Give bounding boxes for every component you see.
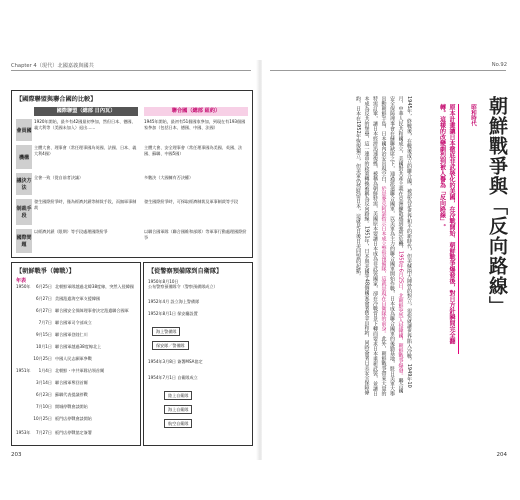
right-header-rule xyxy=(270,70,506,71)
era-label: 昭和時代 xyxy=(470,104,476,126)
comparison-box xyxy=(11,90,253,258)
comparison-box-title: 【國際聯盟與聯合國的比較】 xyxy=(16,96,97,103)
timeline-row: 7月7日 聯合國軍司令部成立 xyxy=(38,320,92,325)
right-page xyxy=(262,60,515,460)
un-organization-cell: 主體大會、安全理事會（常任理事國為美國、英國、法國、蘇聯、中國5國） xyxy=(144,145,243,156)
coastal-guard-box: 海上警備隊 xyxy=(152,327,180,336)
un-disputes-cell: 以聯合國軍隊（聯合國維和部隊）等軍事行動處理國際紛爭 xyxy=(144,229,247,240)
row-label-sanctions: 制裁手段 xyxy=(16,199,32,225)
timeline-row: 9月15日 聯合國軍登陸仁川 xyxy=(35,332,88,337)
league-organization-cell: 主體大會、理事會（常任理事國為英國、法國、日本、義大利4國） xyxy=(34,145,137,156)
sdf-item: 1954年3月8日 簽署MSA協定 xyxy=(148,359,203,364)
united-nations-header: 聯合國（總部 紐約） xyxy=(144,107,248,116)
league-voting-cell: 全會一致（從自前者決議） xyxy=(34,175,84,180)
row-label-disputes: 國際問題 xyxy=(16,229,32,253)
lead-rule xyxy=(458,104,459,354)
league-disputes-cell: 以經濟封鎖（限期）等手段處理國際紛爭 xyxy=(34,229,108,234)
timeline-row: 6月23日 蘇聯代表提議停戰 xyxy=(35,392,88,397)
air-sdf-box: 航空自衛隊 xyxy=(164,419,192,428)
book-spread xyxy=(0,60,520,460)
timeline-row: 1953年 7月27日 板門店停戰協定簽署 xyxy=(16,430,92,435)
row-label-organization: 機構 xyxy=(16,145,32,169)
row-label-members: 會員國 xyxy=(16,119,32,141)
left-page-number: 203 xyxy=(11,452,22,458)
league-of-nations-header: 國際聯盟（總部 日內瓦） xyxy=(34,107,138,116)
timeline-row: 7月10日 開城停戰會談開始 xyxy=(35,404,88,409)
league-sanctions-cell: 發生國際紛爭時，僅為經濟封鎖等制裁手段，而無軍事制裁 xyxy=(34,199,137,210)
left-page-header: Chapter 4（現代）北國嘉義與國共 xyxy=(11,63,94,69)
timeline-row: 6月27日 聯合國安全保障理事會決定派遣聯合國軍 xyxy=(35,308,129,313)
body-text: 1945年，終戰後，在戰後成立的聯合國，被認為是世界和平的新時代，但美蘇兩大陣營的對立，很快就讓世界陷入冷戰。1949年10月，中華人民共和國成立，美國對共產主義在亞洲擴散感到強烈危機，1950年6月25日，北朝鮮突然入侵韓國，朝鮮戰爭爆發。聯合國安全保障理事會在蘇聯缺席之下，通過派遣聯合國軍，以美軍為主力的聯合國軍開始作戰，日本成為聯合國軍的後勤基地，駐日美軍大舉出動朝鮮半島，日本國內治安出現空白，於是麥克阿瑟指示日本成立警察預備隊，這就是現在自衛隊的前身。此外，朝鮮戰爭帶來大量的特需訂單，讓日本經濟迅速復甦，被稱為朝鮮特需，美國原本要讓日本成為非武裝國家，卻在冷戰背景下轉而要求日本重新武裝，並讓日本成為反共的堡壘，這一連串的政策轉換被稱為反向路線。1951年，日本與美國等48個國家簽署舊金山和約，同時簽署日美安全保障條約，日本在1952年恢復獨立，但美軍仍然駐留日本，這就是日後日美同盟的起點。 xyxy=(355,96,412,396)
sdf-item: 1954年7月1日 自衛隊成立 xyxy=(148,375,198,380)
korean-war-box xyxy=(11,262,141,446)
sdf-item: 1952年8月1日 保安廳設置 xyxy=(148,311,198,316)
sdf-item: 1952年4月 設立海上警備隊 xyxy=(148,299,200,304)
timeline-row: 3月14日 聯合國軍奪回首爾 xyxy=(35,380,88,385)
lead-text: 原本計畫讓日本徹底非武裝化的美國，在冷戰開始、朝鮮戰爭爆發後，對日方針瞬間完全翻轉。這樣的改變劇烈到被人譽為「反向路線」。 xyxy=(438,104,455,344)
self-defense-force-box xyxy=(143,262,253,446)
timeline-row: 1950年 6月25日 北朝鮮軍隊越過北緯38度線，突然入侵韓國 xyxy=(16,284,134,289)
right-page-header: No.92 xyxy=(491,62,507,68)
security-force-box: 保安隊／警備隊 xyxy=(152,341,189,350)
maritime-sdf-box: 海上自衛隊 xyxy=(164,405,192,414)
lead-column xyxy=(418,104,456,354)
left-page xyxy=(5,60,257,460)
chapter-title: 朝鮮戰爭與「反向路線」 xyxy=(486,96,508,316)
right-page-number: 204 xyxy=(496,452,507,458)
korean-war-title: 【朝鮮戰爭（韓戰）】 xyxy=(16,268,75,275)
timeline-row: 10月25日 板門店停戰會談開始 xyxy=(33,416,92,421)
row-label-voting: 議決方法 xyxy=(16,173,32,195)
left-header-rule xyxy=(11,70,251,71)
timeline-row: 6月27日 美國派遣海空軍支援韓國 xyxy=(35,296,101,301)
sdf-item: 1950年8月10日 公布警察預備隊令（警察預備隊成立） xyxy=(148,279,218,290)
timeline-row: 10月1日 聯合國軍越過38度線北上 xyxy=(35,344,102,349)
timeline-row: 10月25日 中國人民志願軍參戰 xyxy=(33,356,92,361)
un-sanctions-cell: 發生國際紛爭時，可採取經濟制裁及軍事制裁等手段 xyxy=(144,199,239,204)
timeline-year-label: 年表 xyxy=(16,278,27,284)
ground-sdf-box: 陸上自衛隊 xyxy=(164,391,192,400)
un-members-cell: 1945年開始，最初有51個國家參加，到現在有193個國家參加（包括日本、德國、中國、法國） xyxy=(144,119,246,130)
league-members-cell: 1920年開始，最多有42國最初參加，然但日本、德國、義大利等（美國未加入）退出…… xyxy=(34,119,136,130)
un-voting-cell: 多數決（大國擁有否決權） xyxy=(144,175,194,180)
self-defense-force-title: 【從警察預備隊到自衛隊】 xyxy=(148,268,223,275)
body-text-block xyxy=(270,96,413,396)
timeline-row: 1951年 1月4日 北朝鮮・中共軍隊佔領首爾 xyxy=(16,368,105,373)
